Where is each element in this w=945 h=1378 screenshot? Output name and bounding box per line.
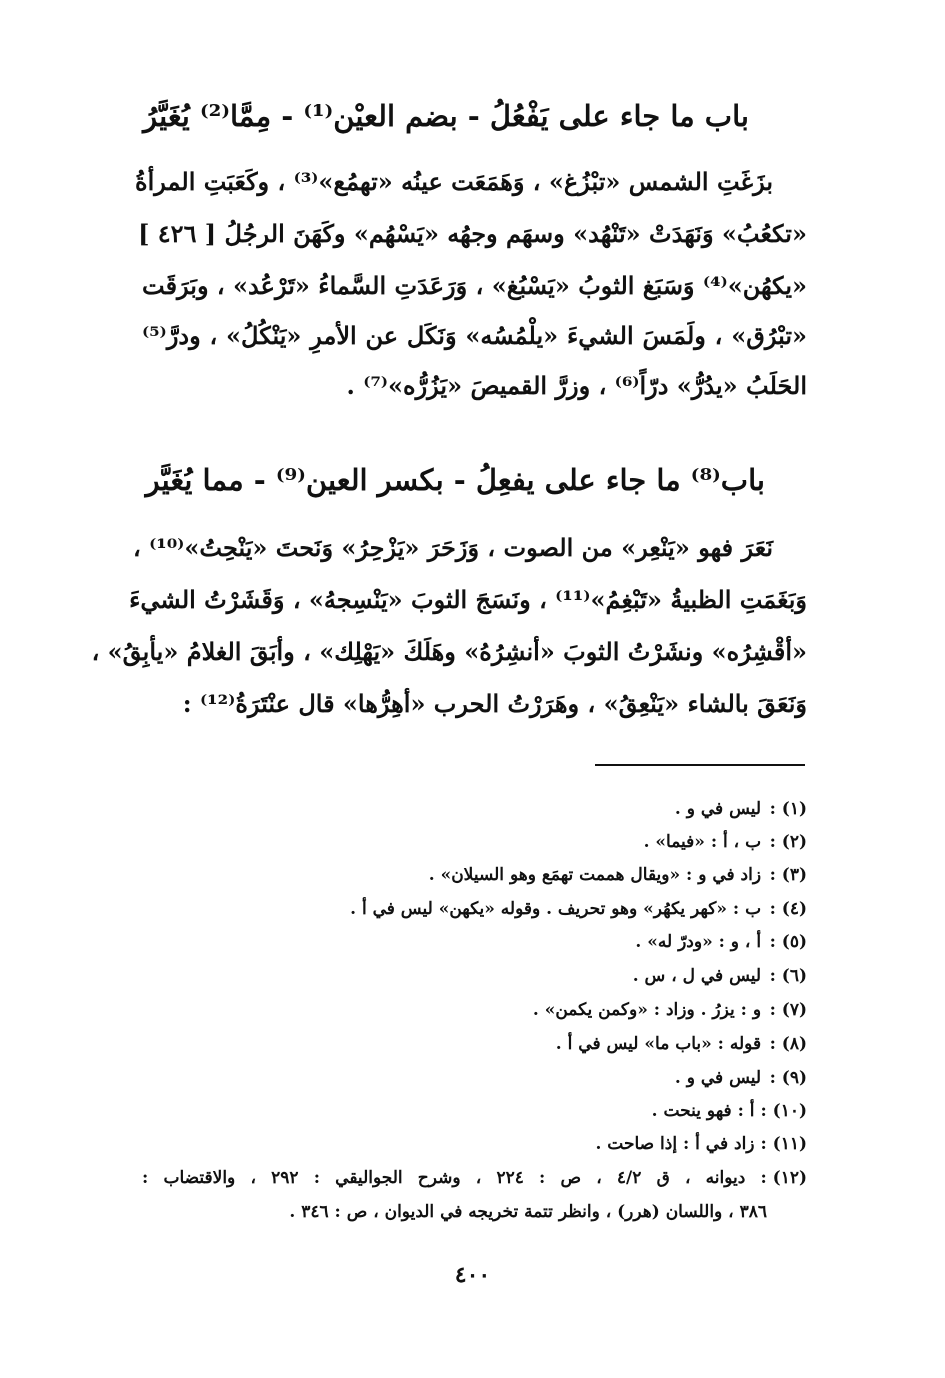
- footnote-number: (١١) :: [760, 1134, 807, 1154]
- footnote-number: (٥) :: [769, 932, 807, 952]
- footnote-number: (٣) :: [769, 865, 807, 885]
- footnote: [644, 827, 807, 857]
- footnote: [675, 1063, 807, 1093]
- footnote: [533, 995, 807, 1025]
- footnote: [142, 1163, 807, 1193]
- footnote: [675, 794, 807, 824]
- footnote: [635, 927, 807, 957]
- footnote-text: زاد في أ : إذا صاحت .: [595, 1134, 755, 1154]
- footnote-text: ديوانه ، ق ٤/٢ ، ص : ٢٢٤ ، وشرح الجواليقي : ٢٩٢ ، والاقتضاب :: [142, 1168, 746, 1188]
- footnote-text: زاد في و : «ويقال هممت تهمَع وهو السيلان» .: [428, 865, 762, 885]
- footnote: [633, 961, 807, 991]
- footnote-text: قوله : «باب ما» ليس في أ .: [555, 1034, 762, 1054]
- page-number: ٤٠٠: [454, 1262, 491, 1288]
- footnote: [350, 894, 807, 924]
- footnote-text: و : يزرُ . وزاد : «وكمن يكمن» .: [532, 1000, 762, 1020]
- footnote-text: ب : «كهر يكهُر» وهو تحريف . وقوله «يكهن» ليس في أ .: [350, 899, 762, 919]
- paragraph-line: بزَغَتِ الشمس «تبْزُغ» ، وَهَمَعَت عينُه «تهمُع»⁽³⁾ ، وكَعَبَتِ المرأةُ: [135, 167, 773, 196]
- footnote-text: ليس في ل ، س .: [632, 966, 762, 986]
- footnote: [595, 1129, 807, 1159]
- footnote-text: أ : فهو ينحت .: [651, 1101, 755, 1121]
- paragraph-line: «تبْرُق» ، ولَمَسَ الشيءَ «يلْمُسُه» وَنَكَل عن الأمرِ «يَنْكُلُ» ، ودرَّ⁽⁵⁾: [142, 321, 807, 350]
- paragraph-line: «يكهُن»⁽⁴⁾ وَسَبَغ الثوبُ «يَسْبُغ» ، وَرَعَدَتِ السَّماءُ «تَرْعُد» ، وبَرَقَت: [142, 271, 807, 300]
- footnote: [652, 1096, 807, 1126]
- paragraph-line: «أقْشِرُه» ونشَرْتُ الثوبَ «أنشِرُهُ» وهَلَكَ «يَهْلِك» ، وأبَقَ الغلامُ «يأبِقُ» ،: [91, 637, 807, 666]
- footnote-number: (٩) :: [769, 1068, 807, 1088]
- footnote: [429, 860, 807, 890]
- footnote-text: أ ، و : «ودرّ له» .: [635, 932, 762, 952]
- paragraph-line: «تكعُبُ» وَنَهَدَتْ «تَنْهُد» وسهَم وجهُه «يَسْهُم» وكَهَنَ الرجُلُ [ ٤٢٦ ]: [138, 219, 807, 248]
- footnote-number: (١٢) :: [760, 1168, 808, 1188]
- footnote-number: (٢) :: [769, 832, 807, 852]
- paragraph-line: نَعَرَ فهو «يَنْعِر» من الصوت ، وَزَحَرَ «يَزْحِرُ» وَنَحتَ «يَنْحِتُ»⁽¹⁰⁾ ،: [132, 533, 773, 562]
- footnote-separator: [595, 764, 805, 766]
- footnote-number: (١٠) :: [760, 1101, 807, 1121]
- footnote-number: (٦) :: [769, 966, 807, 986]
- footnote: [556, 1029, 807, 1059]
- footnote-text: ب ، أ : «فيما» .: [643, 832, 762, 852]
- footnote-continuation: ٣٨٦ ، واللسان (هرر) ، وانظر تتمة تخريجه في الديوان ، ص : ٣٤٦ .: [289, 1202, 767, 1222]
- footnote-number: (١) :: [769, 799, 807, 819]
- footnote-text: ليس في و .: [674, 1068, 762, 1088]
- section-heading-kasra: باب⁽⁸⁾ ما جاء على يفعِلُ - بكسر العين⁽⁹⁾ - مما يُغَيَّر: [145, 463, 765, 497]
- footnote-text: ليس في و .: [674, 799, 762, 819]
- paragraph-line: الحَلَبُ «يدُرُّ» درّاً⁽⁶⁾ ، وزرَّ القميصَ «يَزُرُّه»⁽⁷⁾ .: [346, 371, 807, 400]
- footnote-number: (٧) :: [769, 1000, 807, 1020]
- paragraph-line: وَبَغَمَتِ الظبيةُ «تَبْغِمُ»⁽¹¹⁾ ، ونَسَجَ الثوبَ «يَنْسِجهُ» ، وَقَشَرْتُ الشيءَ: [129, 585, 807, 614]
- paragraph-line: وَنَعَقَ بالشاء «يَنْعِقُ» ، وهَرَرْتُ الحرب «أهِرُّها» قال عنْتَرَةُ⁽¹²⁾ :: [182, 689, 807, 718]
- footnote-number: (٨) :: [769, 1034, 807, 1054]
- section-heading-damma: باب ما جاء على يَفْعُلُ - بضم العيْن⁽¹⁾ - مِمَّا⁽²⁾ يُغَيَّرُ: [143, 99, 749, 133]
- footnote-number: (٤) :: [769, 899, 807, 919]
